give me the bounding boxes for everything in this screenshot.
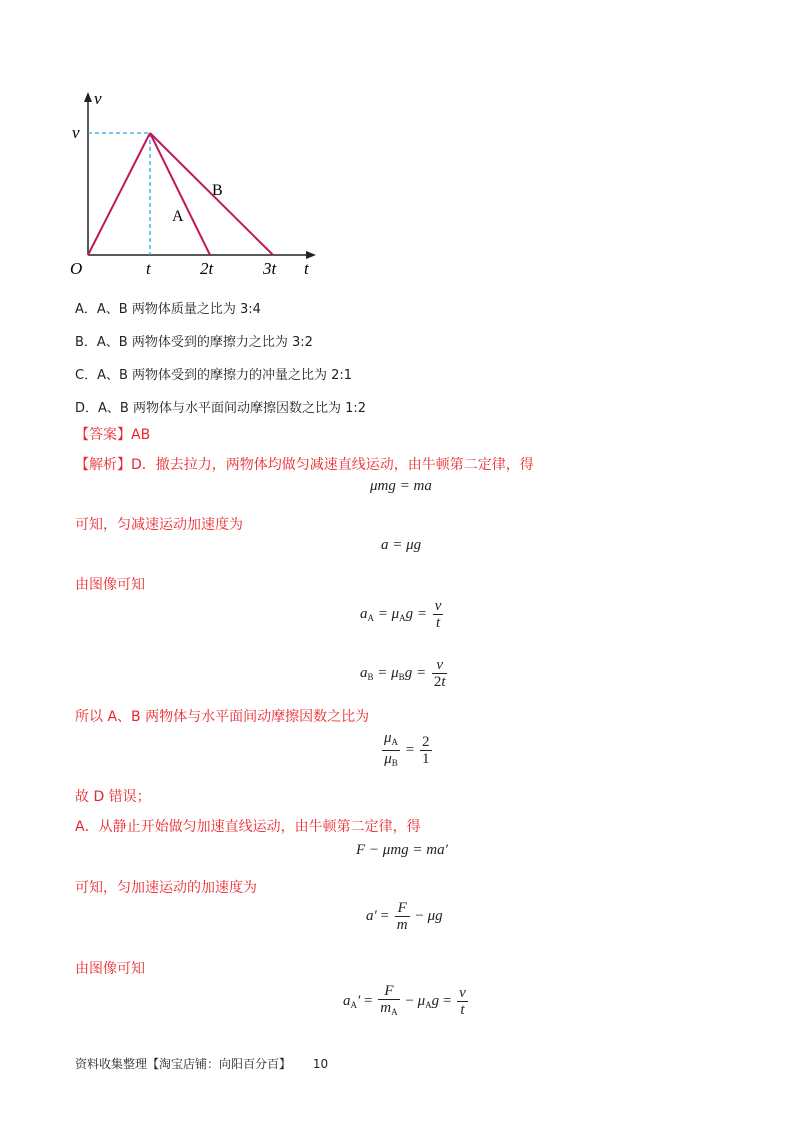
formula-4: $a_B = \mu_Bg$ = $\frac{v}{2t}$ xyxy=(360,657,446,690)
v-label: v xyxy=(72,123,80,142)
analysis-line-8: 由图像可知 xyxy=(75,961,145,977)
y-axis-arrow xyxy=(84,92,92,102)
tick-label-3t: 3t xyxy=(263,259,277,278)
analysis-line-6: A．从静止开始做匀加速直线运动，由牛顿第二定律，得 xyxy=(75,819,421,835)
formula-7: $a_A'$ = $\frac{F}{m_A}$ − $\mu_Ag$ = $\frac{v}{t}$ xyxy=(343,983,466,1018)
formula-2: a = μg xyxy=(381,537,422,553)
option-d: D．A、B 两物体与水平面间动摩擦因数之比为 1:2 xyxy=(75,401,367,416)
x-axis-arrow xyxy=(306,251,316,259)
formula-1: μmg = ma xyxy=(370,478,432,494)
formula-5: F − μmg = ma′ xyxy=(356,842,448,858)
footer xyxy=(75,1055,328,1072)
answer: 【答案】AB xyxy=(75,427,151,443)
analysis-line-7: 可知，匀加速运动的加速度为 xyxy=(75,880,257,896)
analysis-line-1: 【解析】D．撤去拉力，两物体均做匀减速直线运动，由牛顿第二定律，得 xyxy=(75,457,534,473)
axis-x-label: t xyxy=(304,259,309,278)
tick-label-2t: 2t xyxy=(200,259,214,278)
analysis-line-3: 由图像可知 xyxy=(75,577,145,593)
footer-text: 资料收集整理【淘宝店铺：向阳百分百】 xyxy=(75,1057,292,1071)
formula-6: a′ = $\frac{F}{m}$ − μg xyxy=(366,900,443,933)
formula-ratio: $\frac{\mu_A}{\mu_B}$ = $\frac{2}{1}$ xyxy=(384,730,430,768)
line-a-label: A xyxy=(172,208,184,225)
analysis-line-2: 可知，匀减速运动加速度为 xyxy=(75,517,243,533)
option-a: A．A、B 两物体质量之比为 3:4 xyxy=(75,302,261,317)
page-number: 10 xyxy=(312,1057,329,1071)
origin-label: O xyxy=(70,259,83,278)
analysis-line-5: 故 D 错误； xyxy=(75,789,151,805)
axis-y-label: v xyxy=(94,89,102,108)
analysis-line-4: 所以 A、B 两物体与水平面间动摩擦因数之比为 xyxy=(75,709,370,725)
option-b: B．A、B 两物体受到的摩擦力之比为 3:2 xyxy=(75,335,313,350)
line-b-label: B xyxy=(212,182,223,199)
velocity-time-graph xyxy=(60,88,340,283)
formula-3: $a_A = \mu_Ag$ = $\frac{v}{t}$ xyxy=(360,598,442,631)
line-a xyxy=(150,133,210,255)
tick-label-t: t xyxy=(146,259,151,278)
rise-line xyxy=(88,133,150,255)
option-c: C．A、B 两物体受到的摩擦力的冲量之比为 2:1 xyxy=(75,368,353,383)
